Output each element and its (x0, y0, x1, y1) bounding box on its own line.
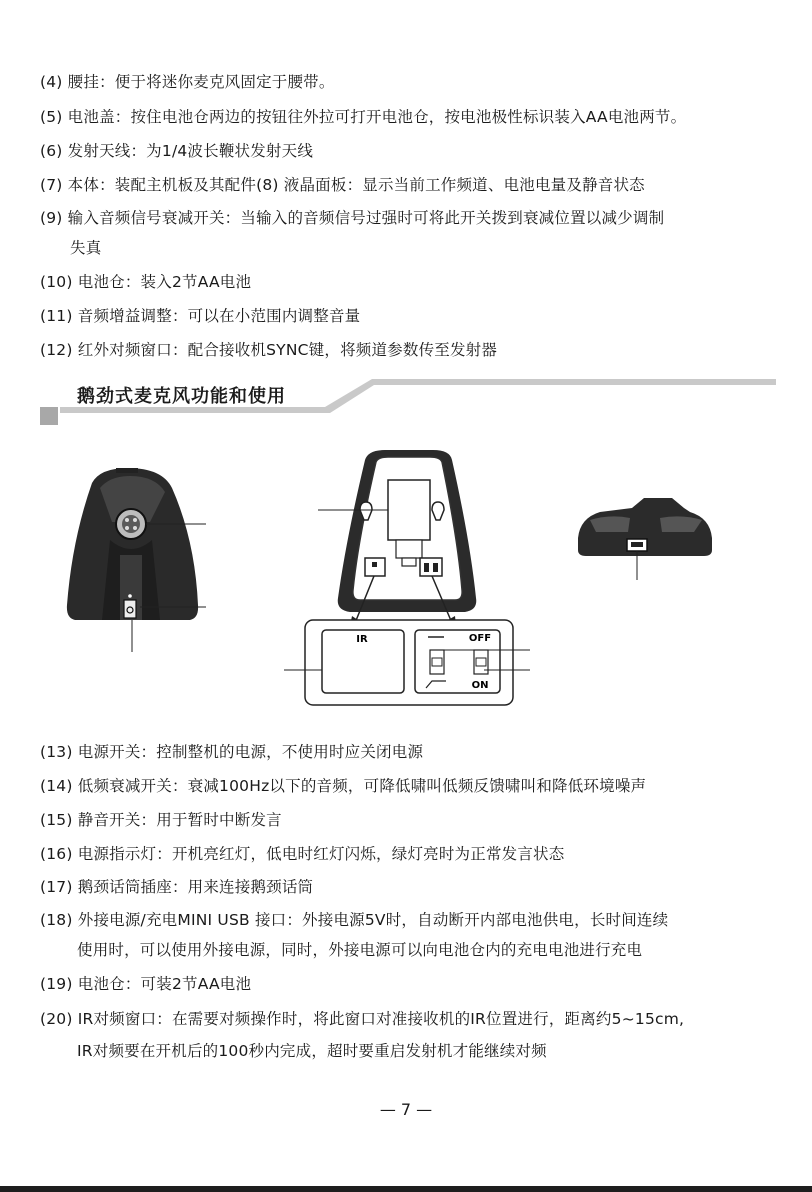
device-front-view (67, 468, 206, 652)
list-item: (19) 电池仓：可装2节AA电池 (40, 975, 252, 993)
list-item: (18) 外接电源/充电MINI USB 接口：外接电源5V时，自动断开内部电池供电，长时间连续 (40, 911, 669, 929)
list-item: (14) 低频衰减开关：衰减100Hz以下的音频，可降低啸叫低频反馈啸叫和降低环境噪声 (40, 777, 647, 795)
list-item: (12) 红外对频窗口：配合接收机SYNC键，将频道参数传至发射器 (40, 341, 498, 359)
list-item: (9) 输入音频信号衰减开关：当输入的音频信号过强时可将此开关拨到衰减位置以减少调制 (40, 209, 665, 227)
list-item: (16) 电源指示灯：开机亮红灯，低电时红灯闪烁，绿灯亮时为正常发言状态 (40, 845, 565, 863)
list-item-continuation: IR对频要在开机后的100秒内完成，超时要重启发射机才能继续对频 (77, 1042, 547, 1060)
ir-label: IR (356, 634, 368, 645)
list-item: (7) 本体：装配主机板及其配件(8) 液晶面板：显示当前工作频道、电池电量及静音状态 (40, 176, 645, 194)
list-item-continuation: 失真 (70, 239, 102, 257)
list-item: (13) 电源开关：控制整机的电源，不使用时应关闭电源 (40, 743, 424, 761)
list-item-continuation: 使用时，可以使用外接电源，同时，外接电源可以向电池仓内的充电电池进行充电 (77, 941, 643, 959)
list-item: (17) 鹅颈话筒插座：用来连接鹅颈话筒 (40, 878, 314, 896)
device-back-view (318, 450, 476, 626)
page-number: — 7 — (379, 1100, 433, 1119)
list-item: (4) 腰挂：便于将迷你麦克风固定于腰带。 (40, 73, 335, 91)
section-title: 鹅劲式麦克风功能和使用 (77, 386, 286, 407)
switch-detail-panel (284, 620, 530, 705)
microphone-diagram (0, 440, 812, 730)
on-label: ON (471, 680, 489, 691)
list-item: (15) 静音开关：用于暂时中断发言 (40, 811, 282, 829)
device-bottom-view (578, 498, 712, 580)
footer-bar (0, 1186, 812, 1192)
list-item: (6) 发射天线：为1/4波长鞭状发射天线 (40, 142, 314, 160)
list-item: (10) 电池仓：装入2节AA电池 (40, 273, 252, 291)
off-label: OFF (468, 633, 492, 644)
list-item: (20) IR对频窗口：在需要对频操作时，将此窗口对准接收机的IR位置进行，距离约5~15cm, (40, 1010, 685, 1028)
list-item: (11) 音频增益调整：可以在小范围内调整音量 (40, 307, 361, 325)
list-item: (5) 电池盖：按住电池仓两边的按钮往外拉可打开电池仓，按电池极性标识装入AA电池两节。 (40, 108, 687, 126)
